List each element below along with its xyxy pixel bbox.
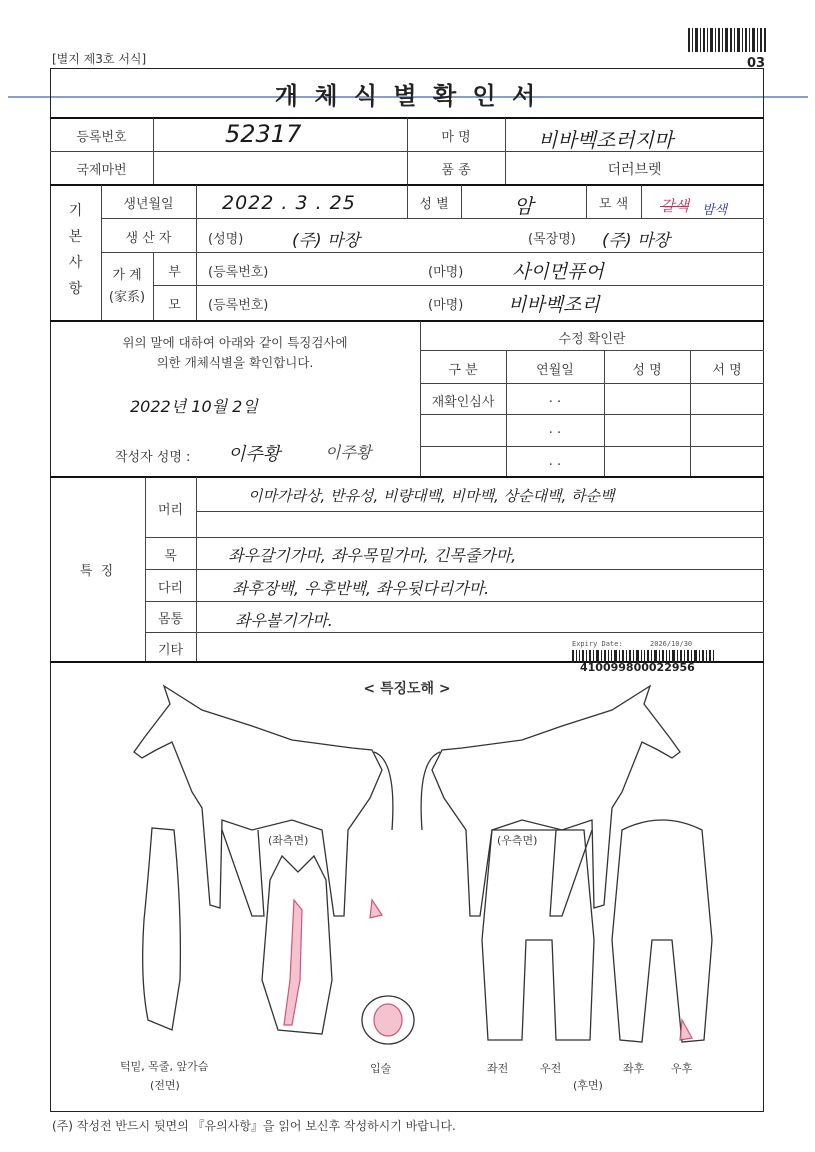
divider	[420, 383, 764, 384]
family-label: 가 계	[112, 268, 142, 283]
confirm-text-line2: 의한 개체식별을 확인합니다.	[156, 355, 314, 370]
basic-section-label	[50, 198, 101, 302]
producer-label: 생 산 자	[125, 231, 172, 246]
basic-char: 사	[68, 255, 83, 271]
horse-name-label: 마 명	[441, 130, 471, 145]
divider	[196, 185, 197, 218]
author-signature: 이주황	[325, 443, 372, 462]
divider	[50, 476, 764, 478]
producer-name-label: (성명)	[208, 232, 244, 247]
divider	[145, 569, 764, 570]
breed-label: 품 종	[441, 163, 471, 178]
rear-view	[612, 820, 712, 1042]
coat-value-struck: 갈색	[660, 197, 689, 215]
head-label: 머리	[157, 503, 184, 518]
revision-col-name: 성 명	[632, 363, 662, 378]
divider	[641, 185, 642, 218]
farm-label: (목장명)	[528, 232, 576, 247]
left-side-horse	[134, 686, 382, 916]
intl-no-label: 국제마번	[76, 163, 127, 178]
dam-name-value: 비바벡조리	[508, 294, 600, 316]
revision-col-category: 구 분	[448, 363, 478, 378]
form-number: [별지 제3호 서식]	[52, 52, 147, 66]
farm-value: (주) 마장	[602, 231, 670, 251]
horse-diagram	[52, 680, 762, 1090]
divider	[50, 320, 764, 322]
lip-label: 입술	[370, 1062, 392, 1075]
divider	[153, 118, 154, 184]
revision-row3-date: . .	[548, 454, 562, 469]
confirm-date: 2022년 10월 2일	[130, 397, 258, 416]
leg-value: 좌후장백, 우후반백, 좌우뒷다리가마.	[232, 579, 490, 598]
birth-value: 2022 . 3 . 25	[222, 192, 356, 214]
divider	[101, 218, 764, 219]
other-label: 기타	[157, 643, 184, 658]
body-value: 좌우볼기가마.	[235, 611, 333, 630]
front-legs-view	[482, 830, 594, 1040]
dam-reg-label: (등록번호)	[208, 298, 269, 313]
features-section-label: 특 징	[79, 564, 116, 579]
revision-col-sign: 서 명	[712, 363, 742, 378]
author-label: 작성자 성명 :	[115, 450, 191, 465]
divider	[196, 511, 764, 512]
dam-name-label: (마명)	[428, 298, 464, 313]
divider	[153, 285, 764, 286]
sire-name-label: (마명)	[428, 265, 464, 280]
birth-label: 생년월일	[123, 197, 174, 212]
front-left-label: 좌전	[487, 1062, 509, 1075]
divider	[420, 446, 764, 447]
page-code: 03	[747, 56, 766, 71]
neck-value: 좌우갈기가마, 좌우목밑가마, 긴목줄가마,	[228, 546, 517, 565]
sex-value: 암	[513, 194, 534, 218]
basic-char: 항	[68, 281, 83, 297]
head-value: 이마가라상, 반유성, 비량대백, 비마백, 상순대백, 하순백	[248, 487, 615, 505]
basic-char: 기	[68, 203, 83, 219]
diagram-title: < 특징도해 >	[363, 681, 451, 697]
revision-row1-label: 재확인심사	[431, 395, 495, 410]
front-caption: 턱밑, 목줄, 앞가슴	[120, 1060, 209, 1073]
dam-label: 모	[168, 298, 181, 313]
expiry-code: 410099800022956	[580, 661, 695, 674]
sire-reg-label: (등록번호)	[208, 265, 269, 280]
page-title: 개 체 식 별 확 인 서	[274, 82, 540, 110]
family-hanja: (家系)	[108, 290, 146, 305]
divider	[420, 350, 764, 351]
expiry-label: Expiry Date:	[572, 640, 623, 648]
confirm-text-line1: 위의 말에 대하여 아래와 같이 특징검사에	[122, 335, 348, 350]
reg-no-value: 52317	[225, 120, 302, 148]
divider	[145, 601, 764, 602]
leg-label: 다리	[157, 581, 184, 596]
right-side-label: (우측면)	[497, 834, 538, 847]
sire-name-value: 사이먼퓨어	[512, 261, 604, 283]
revision-row2-date: . .	[548, 422, 562, 437]
author-value: 이주황	[228, 444, 281, 465]
revision-col-date: 연월일	[536, 363, 574, 378]
front-label: (전면)	[150, 1079, 180, 1092]
rear-left-label: 좌후	[623, 1062, 645, 1075]
rear-label: (후면)	[573, 1079, 603, 1092]
divider	[101, 252, 764, 253]
body-label: 몸통	[157, 612, 184, 627]
divider	[145, 632, 764, 633]
divider	[196, 218, 197, 252]
coat-label: 모 색	[598, 197, 629, 212]
left-side-label: (좌측면)	[268, 834, 309, 847]
coat-value: 밤색	[702, 203, 728, 218]
right-side-horse	[432, 686, 680, 916]
sex-label: 성 별	[419, 197, 449, 212]
reg-no-label: 등록번호	[76, 130, 127, 145]
basic-char: 본	[68, 229, 83, 245]
breed-value: 더러브렛	[607, 162, 662, 178]
footer-note: (주) 작성전 반드시 뒷면의 『유의사항』을 읽어 보신후 작성하시기 바랍니다.	[52, 1119, 456, 1133]
divider	[196, 252, 197, 320]
producer-name-value: (주) 마장	[292, 231, 360, 251]
revision-title: 수정 확인란	[558, 332, 626, 347]
revision-row1-date: . .	[548, 391, 562, 406]
front-right-label: 우전	[540, 1062, 562, 1075]
sire-label: 부	[168, 265, 181, 280]
neck-label: 목	[164, 549, 177, 564]
divider	[145, 537, 764, 538]
rear-right-label: 우후	[671, 1062, 693, 1075]
expiry-date: 2026/10/30	[650, 640, 693, 648]
barcode-icon	[688, 28, 766, 52]
neck-front-view	[143, 828, 181, 1030]
divider	[420, 414, 764, 415]
horse-name-value: 비바벡조러지마	[538, 128, 674, 152]
